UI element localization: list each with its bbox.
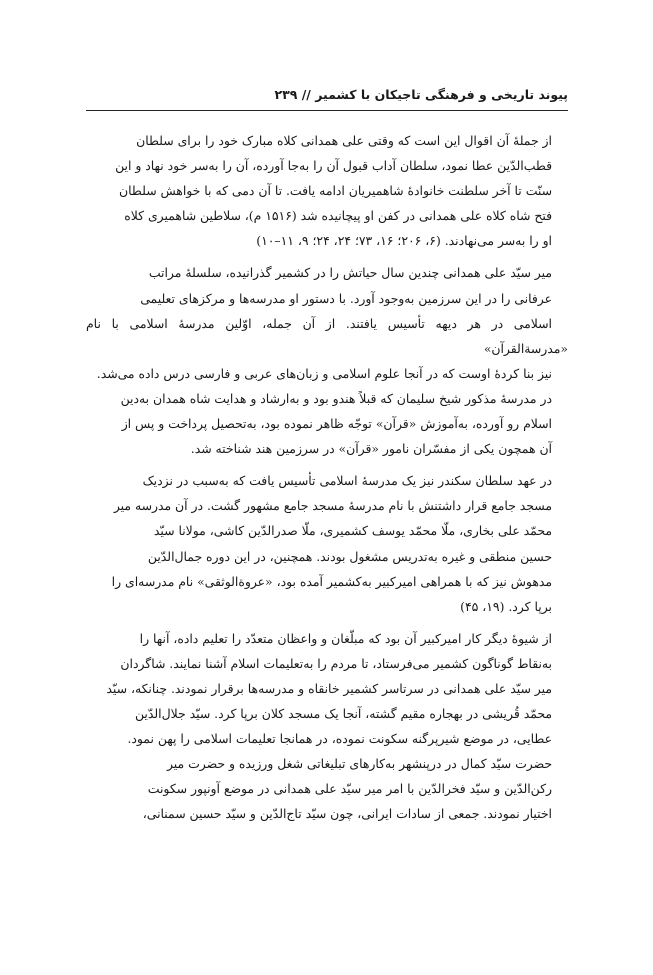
text-line: حسین منطقی و غیره به‌تدریس مشغول بودند. همچنین، در این دوره جمال‌الدّین: [147, 548, 552, 564]
text-line: او را به‌سر می‌نهادند. (۶، ۲۰۶؛ ۱۶، ۷۳؛ ۲۴، ۲۴؛ ۹، ۱۱–۱۰): [256, 233, 552, 249]
running-head: پیوند تاریخی و فرهنگی تاجیکان با کشمیر // ۲۳۹: [274, 87, 568, 102]
text-line: آن همچون یکی از مفسّران نامور «قرآن» در سرزمین هند شناخته شد.: [190, 441, 552, 457]
header-rule: [86, 110, 568, 111]
paragraph: [86, 468, 568, 619]
text-line: از شیوهٔ دیگر کار امیرکبیر آن بود که مبلّغان و واعظان متعدّد را تعلیم داده، آنها را: [139, 630, 552, 646]
text-line: محمّد علی بخاری، ملّا محمّد یوسف کشمیری، ملّا صدرالدّین کاشی، مولانا سیّد: [153, 523, 552, 539]
text-line: سنّت تا آخر سلطنت خانوادهٔ شاهمیریان ادامه یافت. تا آن دمی که با خواهش سلطان: [119, 183, 552, 199]
paragraph: [86, 128, 568, 253]
text-line: اسلام رو آورده، به‌آموزش «قرآن» توجّه ظاهر نموده بود، به‌تحصیل پرداخت و پس از: [121, 416, 552, 432]
text-line: میر سیّد علی همدانی در سرتاسر کشمیر خانقاه و مدرسه‌ها برقرار نمودند. چنانکه، سیّد: [106, 680, 552, 696]
text-line: اسلامی در هر دیهه تأسیس یافتند. از آن جمله، اوّلین مدرسهٔ اسلامی با نام «مدرسةالقرآن»: [86, 315, 568, 356]
text-line: در مدرسهٔ مذکور شیخ سلیمان که قبلاً هندو بود و به‌ارشاد و هدایت شاه همدان به‌دین: [120, 390, 552, 406]
paragraph: [86, 260, 568, 461]
text-line: از جملهٔ آن اقوال این است که وقتی علی همدانی کلاه مبارک خود را برای سلطان: [136, 133, 552, 148]
text-line: به‌نقاط گوناگون کشمیر می‌فرستاد، تا مردم را به‌تعلیمات اسلام آشنا نمایند. شاگردان: [120, 655, 552, 671]
body-text: [86, 128, 568, 834]
text-line: عطایی، در موضع شیرپرگنه سکونت نموده، در همانجا تعلیمات اسلامی را پهن نمود.: [127, 731, 552, 747]
text-line: در عهد سلطان سکندر نیز یک مدرسهٔ اسلامی تأسیس یافت که به‌سبب در نزدیک: [142, 473, 552, 489]
text-line: محمّد قُریشی در بهجاره مقیم گشته، آنجا یک مسجد کلان برپا کرد. سیّد جلال‌الدّین: [135, 706, 552, 722]
text-line: برپا کرد. (۱۹، ۴۵): [460, 598, 552, 614]
text-line: مسجد جامع قرار داشتنش با نام مدرسهٔ مسجد جامع مشهور گشت. در آن مدرسه میر: [113, 498, 552, 514]
paragraph: [86, 626, 568, 827]
text-line: اختیار نمودند. جمعی از سادات ایرانی، چون سیّد تاج‌الدّین و سیّد حسین سمنانی،: [142, 806, 552, 822]
text-line: رکن‌الدّین و سیّد فخرالدّین با امر میر سیّد علی همدانی در موضع آونپور سکونت: [147, 781, 552, 797]
text-line: فتح شاه کلاه علی همدانی در کفن او پیچانیده شد (۱۵۱۶ م)، سلاطین شاهمیری کلاه: [124, 208, 552, 224]
text-line: قطب‌الدّین عطا نمود، سلطان آداب قبول آن را به‌جا آورده، آن را به‌سر خود نهاد و این: [115, 158, 552, 174]
text-line: عرفانی را در این سرزمین به‌وجود آورد. با دستور او مدرسه‌ها و مرکزهای تعلیمی: [140, 290, 552, 306]
text-line: نیز بنا کردهٔ اوست که در آنجا علوم اسلامی و زبان‌های عربی و فارسی درس داده می‌شد.: [96, 365, 552, 381]
text-line: مدهوش نیز که با همراهی امیرکبیر به‌کشمیر آمده بود، «عروةالوثقی» نام مدرسه‌ای را: [111, 573, 552, 589]
text-line: حضرت سیّد کمال در درپنشهر به‌کارهای تبلیغاتی شغل ورزیده و حضرت میر: [166, 756, 552, 772]
text-line: میر سیّد علی همدانی چندین سال حیاتش را در کشمیر گذرانیده، سلسلهٔ مراتب: [148, 265, 552, 281]
